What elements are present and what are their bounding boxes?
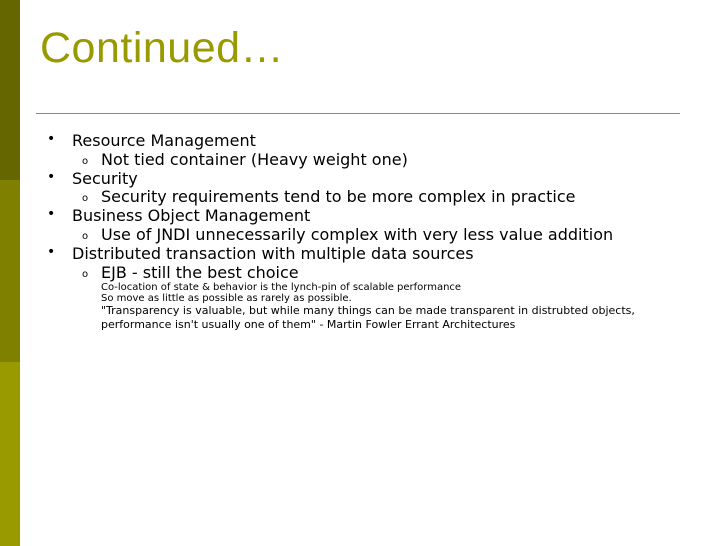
bullet-item-business-object-management: Business Object Management	[72, 206, 311, 225]
sub-bullet-icon: o	[82, 269, 89, 280]
bullet-icon: •	[47, 131, 56, 147]
sub-bullet-icon: o	[82, 193, 89, 204]
bullet-icon: •	[47, 244, 56, 260]
note-colocation: Co-location of state & behavior is the lynch-pin of scalable performance	[101, 282, 462, 293]
sub-item-ejb-best-choice: EJB - still the best choice	[101, 263, 299, 282]
bullet-item-security: Security	[72, 169, 138, 188]
sub-bullet-icon: o	[82, 231, 89, 242]
sub-bullet-icon: o	[82, 156, 89, 167]
quote-line-2: performance isn't usually one of them" - Martin Fowler Errant Architectures	[101, 318, 516, 331]
bullet-icon: •	[47, 169, 56, 185]
sub-item-not-tied-container: Not tied container (Heavy weight one)	[101, 150, 408, 169]
note-move-little: So move as little as possible as rarely as possible.	[101, 293, 352, 304]
quote-line-1: "Transparency is valuable, but while many things can be made transparent in distrubted objects,	[101, 304, 635, 317]
bullet-item-distributed-transaction: Distributed transaction with multiple data sources	[72, 244, 474, 263]
sub-item-jndi: Use of JNDI unnecessarily complex with very less value addition	[101, 225, 614, 244]
bullet-item-resource-management: Resource Management	[72, 131, 256, 150]
slide-title: Continued…	[40, 24, 285, 72]
sub-item-security-requirements: Security requirements tend to be more complex in practice	[101, 187, 576, 206]
bullet-icon: •	[47, 206, 56, 222]
